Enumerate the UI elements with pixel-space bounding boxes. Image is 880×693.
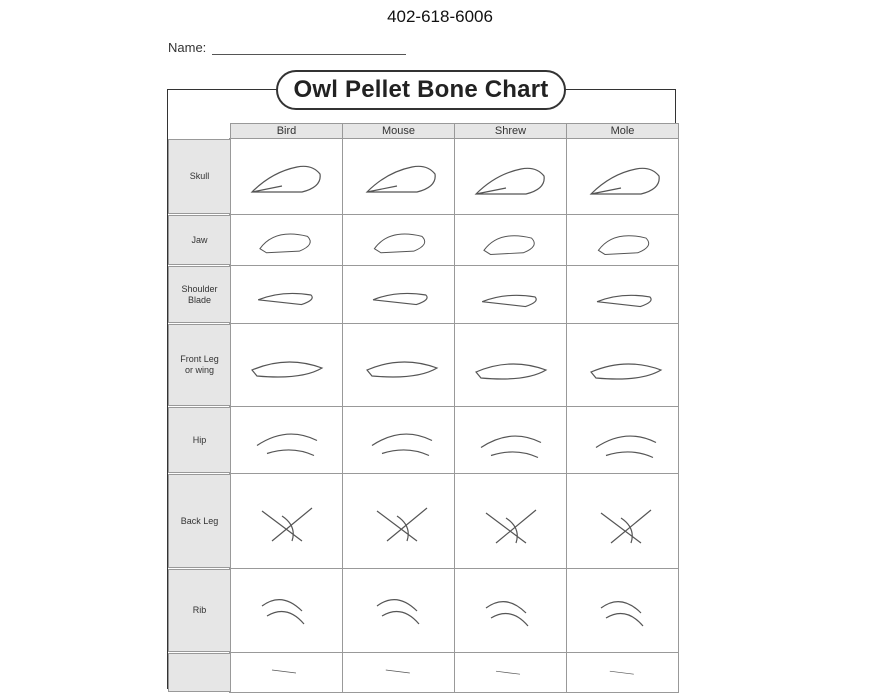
bone-outline	[385, 670, 409, 673]
chart-row	[230, 569, 679, 653]
bone-cell-shrew	[455, 215, 567, 266]
bone-outline	[601, 601, 643, 625]
bone-cell-mole	[567, 139, 679, 215]
bone-cell-mouse	[343, 569, 455, 653]
bone-cell-bird	[231, 139, 343, 215]
bone-outline	[374, 234, 424, 253]
bone-outline	[259, 234, 309, 253]
bone-cell-shrew	[455, 324, 567, 407]
bone-sketch-icon	[466, 335, 556, 395]
bone-sketch-icon	[466, 271, 556, 319]
chart-body	[180, 139, 679, 693]
row-label-text: Blade	[187, 294, 212, 305]
row-label-box	[168, 653, 230, 692]
bone-outline	[591, 364, 661, 379]
bone-cell-mouse	[343, 266, 455, 324]
bone-outline	[591, 168, 659, 194]
bone-sketch-icon	[578, 271, 668, 319]
row-label	[180, 324, 231, 407]
bone-cell-mole	[567, 569, 679, 653]
bone-outline	[496, 671, 520, 674]
bone-cell-mouse	[343, 139, 455, 215]
bone-cell-mouse	[343, 407, 455, 474]
name-field	[168, 40, 406, 55]
chart-row	[230, 266, 679, 324]
bone-sketch-icon	[242, 220, 332, 261]
row-label-box	[168, 215, 230, 265]
bone-cell-mole	[567, 407, 679, 474]
row-label	[189, 139, 231, 215]
row-label-text: Shoulder	[181, 283, 218, 294]
bone-outline	[367, 166, 435, 192]
bone-cell-mole	[567, 266, 679, 324]
bone-outline	[372, 434, 432, 455]
bone-sketch-icon	[354, 147, 444, 207]
bone-sketch-icon	[242, 271, 332, 319]
row-label-box	[168, 266, 230, 323]
bone-sketch-icon	[242, 491, 332, 551]
bone-sketch-icon	[354, 581, 444, 641]
bone-outline	[252, 166, 320, 192]
bone-sketch-icon	[466, 658, 556, 688]
row-label-box	[168, 569, 230, 652]
bone-sketch-icon	[354, 271, 444, 319]
bone-outline	[597, 295, 651, 306]
bone-cell-mole	[567, 474, 679, 569]
row-label	[192, 569, 231, 653]
bone-sketch-icon	[578, 658, 668, 688]
bone-sketch-icon	[354, 658, 444, 688]
bone-outline	[483, 235, 533, 254]
bone-cell-shrew	[455, 407, 567, 474]
bone-sketch-icon	[354, 220, 444, 261]
bone-sketch-icon	[242, 658, 332, 688]
bone-outline	[476, 168, 544, 194]
column-header-mole: Mole	[567, 124, 679, 139]
bone-cell-mole	[567, 653, 679, 693]
row-label-box	[168, 139, 230, 214]
row-label-box	[168, 474, 230, 568]
bone-sketch-icon	[466, 491, 556, 551]
bone-cell-bird	[231, 266, 343, 324]
bone-outline	[481, 436, 541, 457]
bone-cell-mouse	[343, 653, 455, 693]
bone-sketch-icon	[578, 491, 668, 551]
bone-outline	[262, 599, 304, 623]
bone-outline	[258, 293, 312, 304]
bone-outline	[373, 293, 427, 304]
bone-cell-shrew	[455, 139, 567, 215]
column-header-mouse: Mouse	[343, 124, 455, 139]
bone-outline	[367, 362, 437, 377]
bone-chart-table	[180, 123, 679, 693]
bone-sketch-icon	[578, 412, 668, 469]
row-label	[180, 474, 231, 569]
chart-row	[230, 139, 679, 215]
bone-cell-shrew	[455, 474, 567, 569]
bone-cell-bird	[231, 407, 343, 474]
bone-sketch-icon	[242, 147, 332, 207]
name-blank-line[interactable]	[212, 42, 406, 55]
column-header-shrew: Shrew	[455, 124, 567, 139]
row-label-text: or wing	[184, 365, 214, 375]
name-label: Name:	[168, 40, 207, 55]
bone-sketch-icon	[578, 220, 668, 261]
bone-outline	[252, 362, 322, 377]
bone-cell-mole	[567, 324, 679, 407]
chart-row	[230, 407, 679, 474]
chart-title: Owl Pellet Bone Chart	[276, 70, 566, 110]
bone-cell-shrew	[455, 653, 567, 693]
bone-outline	[486, 510, 536, 543]
bone-sketch-icon	[354, 335, 444, 395]
bone-sketch-icon	[578, 147, 668, 207]
bone-outline	[476, 364, 546, 379]
row-label	[230, 653, 231, 693]
bone-cell-mouse	[343, 215, 455, 266]
chart-row	[230, 215, 679, 266]
bone-sketch-icon	[466, 581, 556, 641]
bone-cell-bird	[231, 653, 343, 693]
chart-row	[230, 653, 679, 693]
row-label-text: Hip	[192, 434, 207, 445]
bone-outline	[609, 671, 633, 674]
phone-number: 402-618-6006	[387, 7, 493, 26]
row-label	[191, 215, 231, 266]
bone-outline	[262, 508, 312, 541]
bone-sketch-icon	[466, 412, 556, 469]
chart-row	[230, 474, 679, 569]
bone-cell-mouse	[343, 474, 455, 569]
bone-outline	[596, 436, 656, 457]
bone-cell-shrew	[455, 569, 567, 653]
row-label-text: Back Leg	[180, 515, 219, 526]
bone-outline	[598, 235, 648, 254]
bone-sketch-icon	[466, 147, 556, 207]
bone-outline	[377, 599, 419, 623]
bone-cell-bird	[231, 215, 343, 266]
bone-cell-bird	[231, 324, 343, 407]
bone-cell-mouse	[343, 324, 455, 407]
bone-sketch-icon	[242, 335, 332, 395]
bone-sketch-icon	[354, 491, 444, 551]
bone-outline	[482, 295, 536, 306]
row-label-box	[168, 407, 230, 473]
row-label-text: Skull	[189, 171, 210, 181]
row-label-text: Rib	[192, 605, 207, 615]
bone-sketch-icon	[578, 335, 668, 395]
bone-outline	[257, 434, 317, 455]
column-header-bird: Bird	[231, 124, 343, 139]
row-label	[192, 407, 231, 474]
row-label-box	[168, 324, 230, 406]
bone-outline	[486, 601, 528, 625]
row-label	[181, 266, 231, 324]
bone-sketch-icon	[354, 412, 444, 469]
bone-cell-mole	[567, 215, 679, 266]
bone-cell-bird	[231, 474, 343, 569]
chart-row	[230, 324, 679, 407]
bone-outline	[601, 510, 651, 543]
bone-sketch-icon	[466, 220, 556, 261]
bone-cell-bird	[231, 569, 343, 653]
bone-cell-shrew	[455, 266, 567, 324]
bone-sketch-icon	[578, 581, 668, 641]
bone-outline	[377, 508, 427, 541]
bone-sketch-icon	[242, 581, 332, 641]
row-label-text: Front Leg	[180, 354, 219, 364]
bone-sketch-icon	[242, 412, 332, 469]
bone-outline	[272, 670, 296, 673]
row-label-text: Jaw	[191, 234, 208, 245]
